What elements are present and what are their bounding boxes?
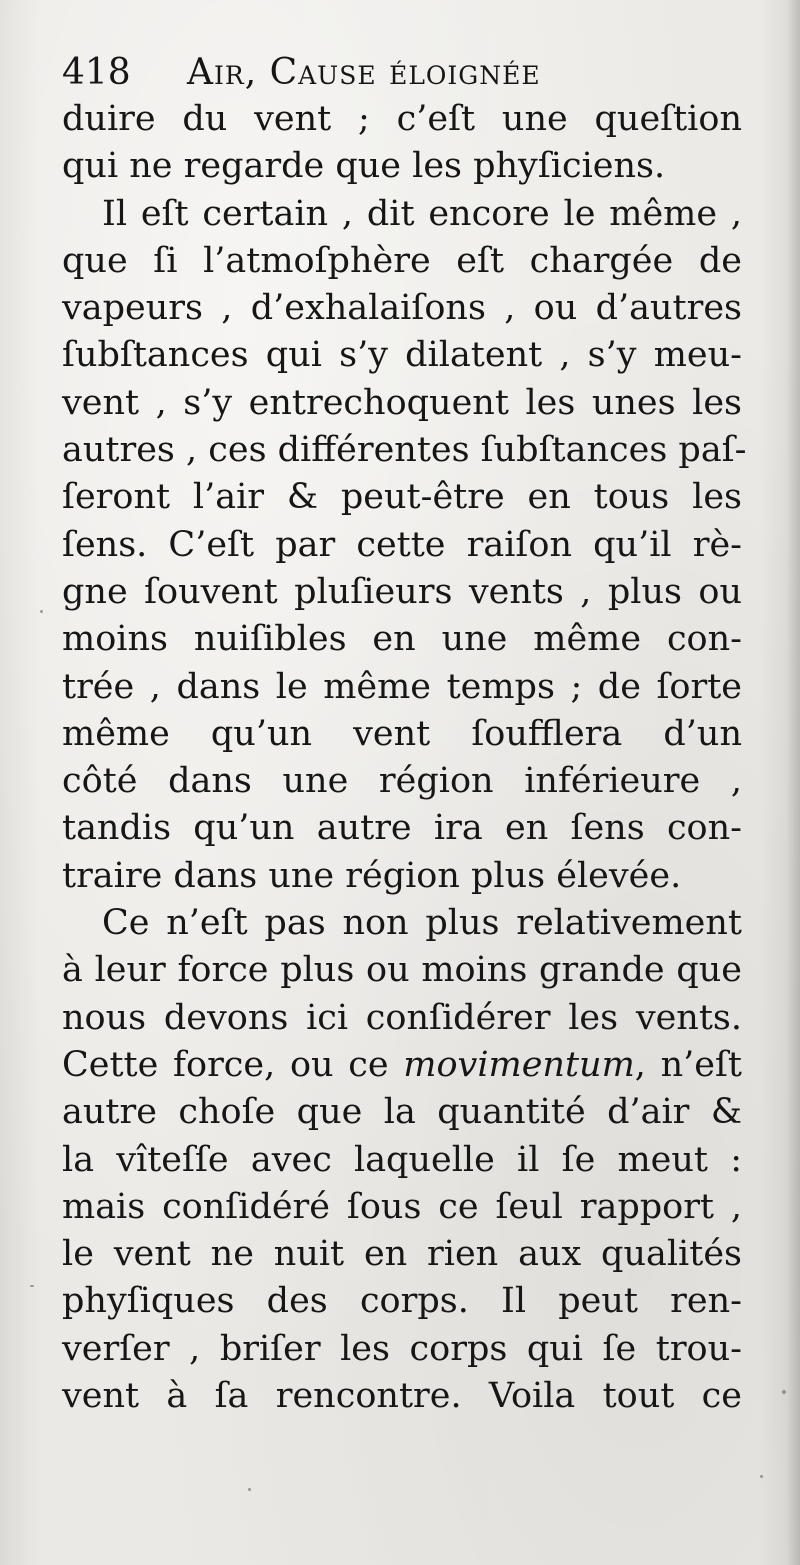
text-line: trée , dans le même temps ; de ſorte [62,666,742,707]
paper-speck [782,1390,786,1394]
paper-speck [30,1285,34,1287]
text-line: ſens. C’eſt par cette raiſon qu’il rè- [62,524,742,565]
text-line: même qu’un vent ſoufflera d’un [62,713,742,754]
body-text [62,96,747,1420]
text-line: le vent ne nuit en rien aux qualités [62,1234,742,1275]
italic-term: movimentum [403,1044,635,1085]
text-line: vent à ſa rencontre. Voila tout ce [62,1376,742,1417]
text-line: qui ne regarde que les phyſiciens. [62,146,666,187]
text-line: traire dans une région plus élevée. [62,855,682,896]
text-segment: , n’eſt [634,1044,742,1085]
text-line: gne ſouvent pluſieurs vents , plus ou [62,571,742,612]
text-line: la vîteſſe avec laquelle il ſe meut : [62,1139,742,1180]
text-line [62,1042,742,1089]
text-line: autres , ces différentes ſubſtances paſ- [62,430,747,471]
text-line: tandis qu’un autre ira en ſens con- [62,808,742,849]
page-header [62,48,752,98]
text-line: mais conſidéré ſous ce ſeul rapport , [62,1186,742,1227]
text-line: ſubſtances qui s’y dilatent , s’y meu- [62,335,742,376]
page-number: 418 [62,52,131,93]
text-line: ſeront l’air & peut-être en tous les [62,477,742,518]
text-line: Il eſt certain , dit encore le même , [102,193,742,234]
text-line: moins nuiſibles en une même con- [62,619,742,660]
paper-speck [760,1475,763,1478]
running-head: Air, Cause éloignée [187,52,541,93]
page-edge-shadow [786,0,800,1565]
text-line: à leur force plus ou moins grande que [62,950,742,991]
text-segment: Cette force, ou ce [62,1044,404,1085]
text-line: duire du vent ; c’eſt une queſtion [62,99,742,139]
text-line: côté dans une région inférieure , [62,761,742,802]
text-line: verſer , briſer les corps qui ſe trou- [62,1328,742,1369]
paper-speck [248,1488,251,1491]
text-line: vent , s’y entrechoquent les unes les [62,382,742,423]
text-line: phyſiques des corps. Il peut ren- [62,1281,742,1322]
text-line: autre choſe que la quantité d’air & [62,1092,742,1133]
text-line: vapeurs , d’exhalaiſons , ou d’autres [62,288,742,329]
text-line: nous devons ici conſidérer les vents. [62,997,742,1038]
paper-speck [40,610,43,613]
text-line: que ſi l’atmoſphère eſt chargée de [62,240,742,281]
text-line: Ce n’eſt pas non plus relativement [102,903,742,944]
